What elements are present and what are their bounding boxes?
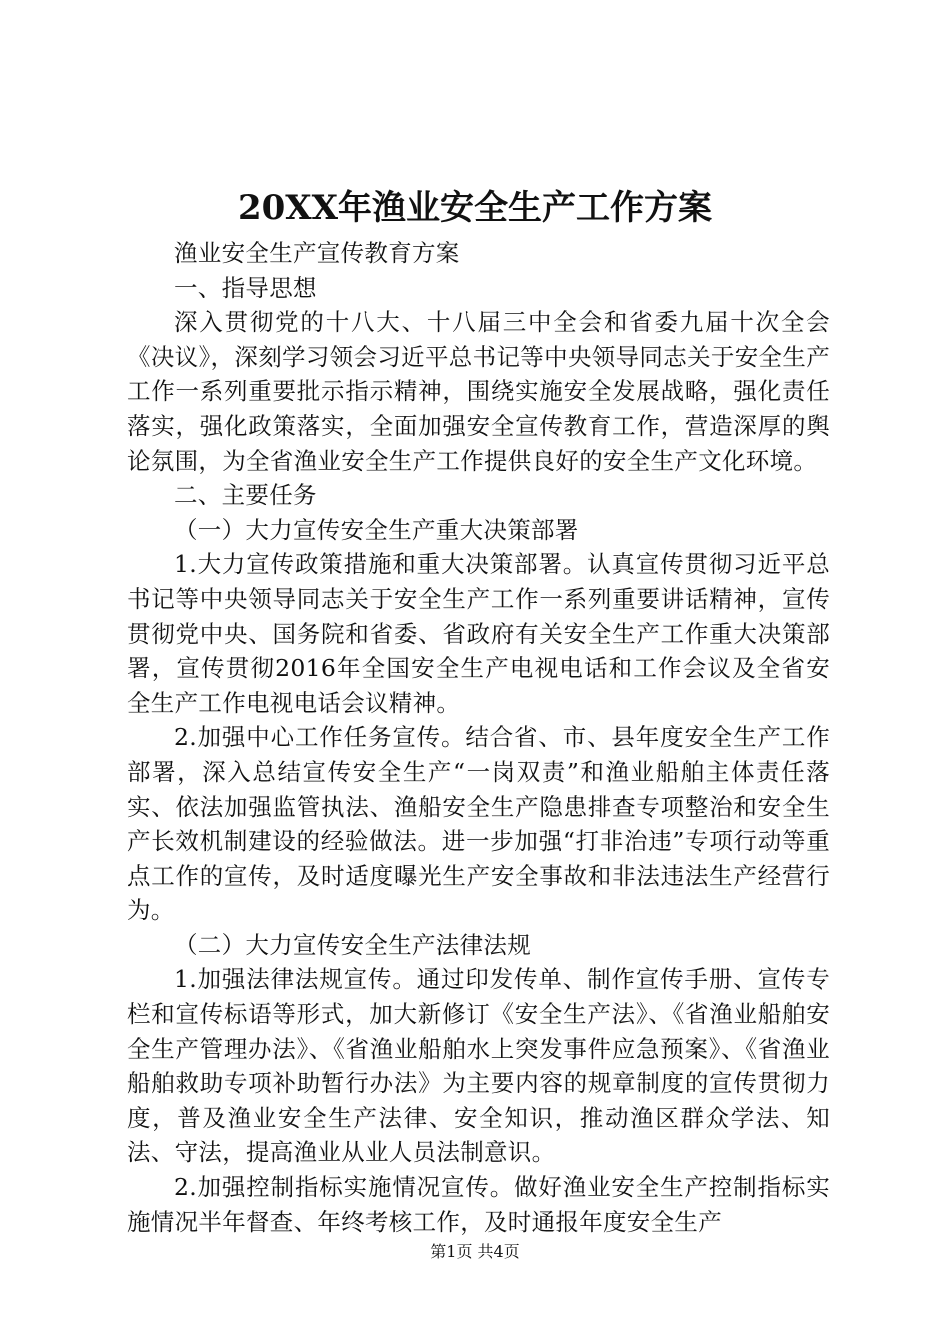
body-paragraph: 深入贯彻党的十八大、十八届三中全会和省委九届十次全会《决议》，深刻学习领会习近平总书记等中央领导同志关于安全生产工作一系列重要批示指示精神，围绕实施安全发展战略，强化责任落实，强化政策落实，全面加强安全宣传教育工作，营造深厚的舆论氛围，为全省渔业安全生产工作提供良好的安全生产文化环境。	[127, 308, 830, 475]
document-body	[127, 236, 830, 1239]
subsection-heading-laws: （二）大力宣传安全生产法律法规	[174, 930, 531, 959]
body-paragraph: 2.加强中心工作任务宣传。结合省、市、县年度安全生产工作部署，深入总结宣传安全生产“一岗双责”和渔业船舶主体责任落实、依法加强监管执法、渔船安全生产隐患排查专项整治和安全生产长效机制建设的经验做法。进一步加强“打非治违”专项行动等重点工作的宣传，及时适度曝光生产安全事故和非法违法生产经营行为。	[127, 723, 830, 925]
subtitle-paragraph: 渔业安全生产宣传教育方案	[174, 239, 460, 267]
document-title: 20XX年渔业安全生产工作方案	[237, 188, 713, 228]
page-number-footer: 第1页 共4页	[430, 1242, 520, 1261]
section-heading-guiding-ideology: 一、指导思想	[174, 273, 317, 302]
body-paragraph: 1.加强法律法规宣传。通过印发传单、制作宣传手册、宣传专栏和宣传标语等形式，加大新修订《安全生产法》、《省渔业船舶安全生产管理办法》、《省渔业船舶水上突发事件应急预案》、《省渔业船舶救助专项补助暂行办法》为主要内容的规章制度的宣传贯彻力度，普及渔业安全生产法律、安全知识，推动渔区群众学法、知法、守法，提高渔业从业人员法制意识。	[127, 965, 830, 1167]
body-paragraph: 1.大力宣传政策措施和重大决策部署。认真宣传贯彻习近平总书记等中央领导同志关于安全生产工作一系列重要讲话精神，宣传贯彻党中央、国务院和省委、省政府有关安全生产工作重大决策部署，宣传贯彻2016年全国安全生产电视电话和工作会议及全省安全生产工作电视电话会议精神。	[127, 550, 830, 717]
body-paragraph: 2.加强控制指标实施情况宣传。做好渔业安全生产控制指标实施情况半年督查、年终考核工作，及时通报年度安全生产	[127, 1173, 830, 1236]
section-heading-main-tasks: 二、主要任务	[174, 481, 317, 510]
subsection-heading-policy: （一）大力宣传安全生产重大决策部署	[174, 515, 579, 544]
